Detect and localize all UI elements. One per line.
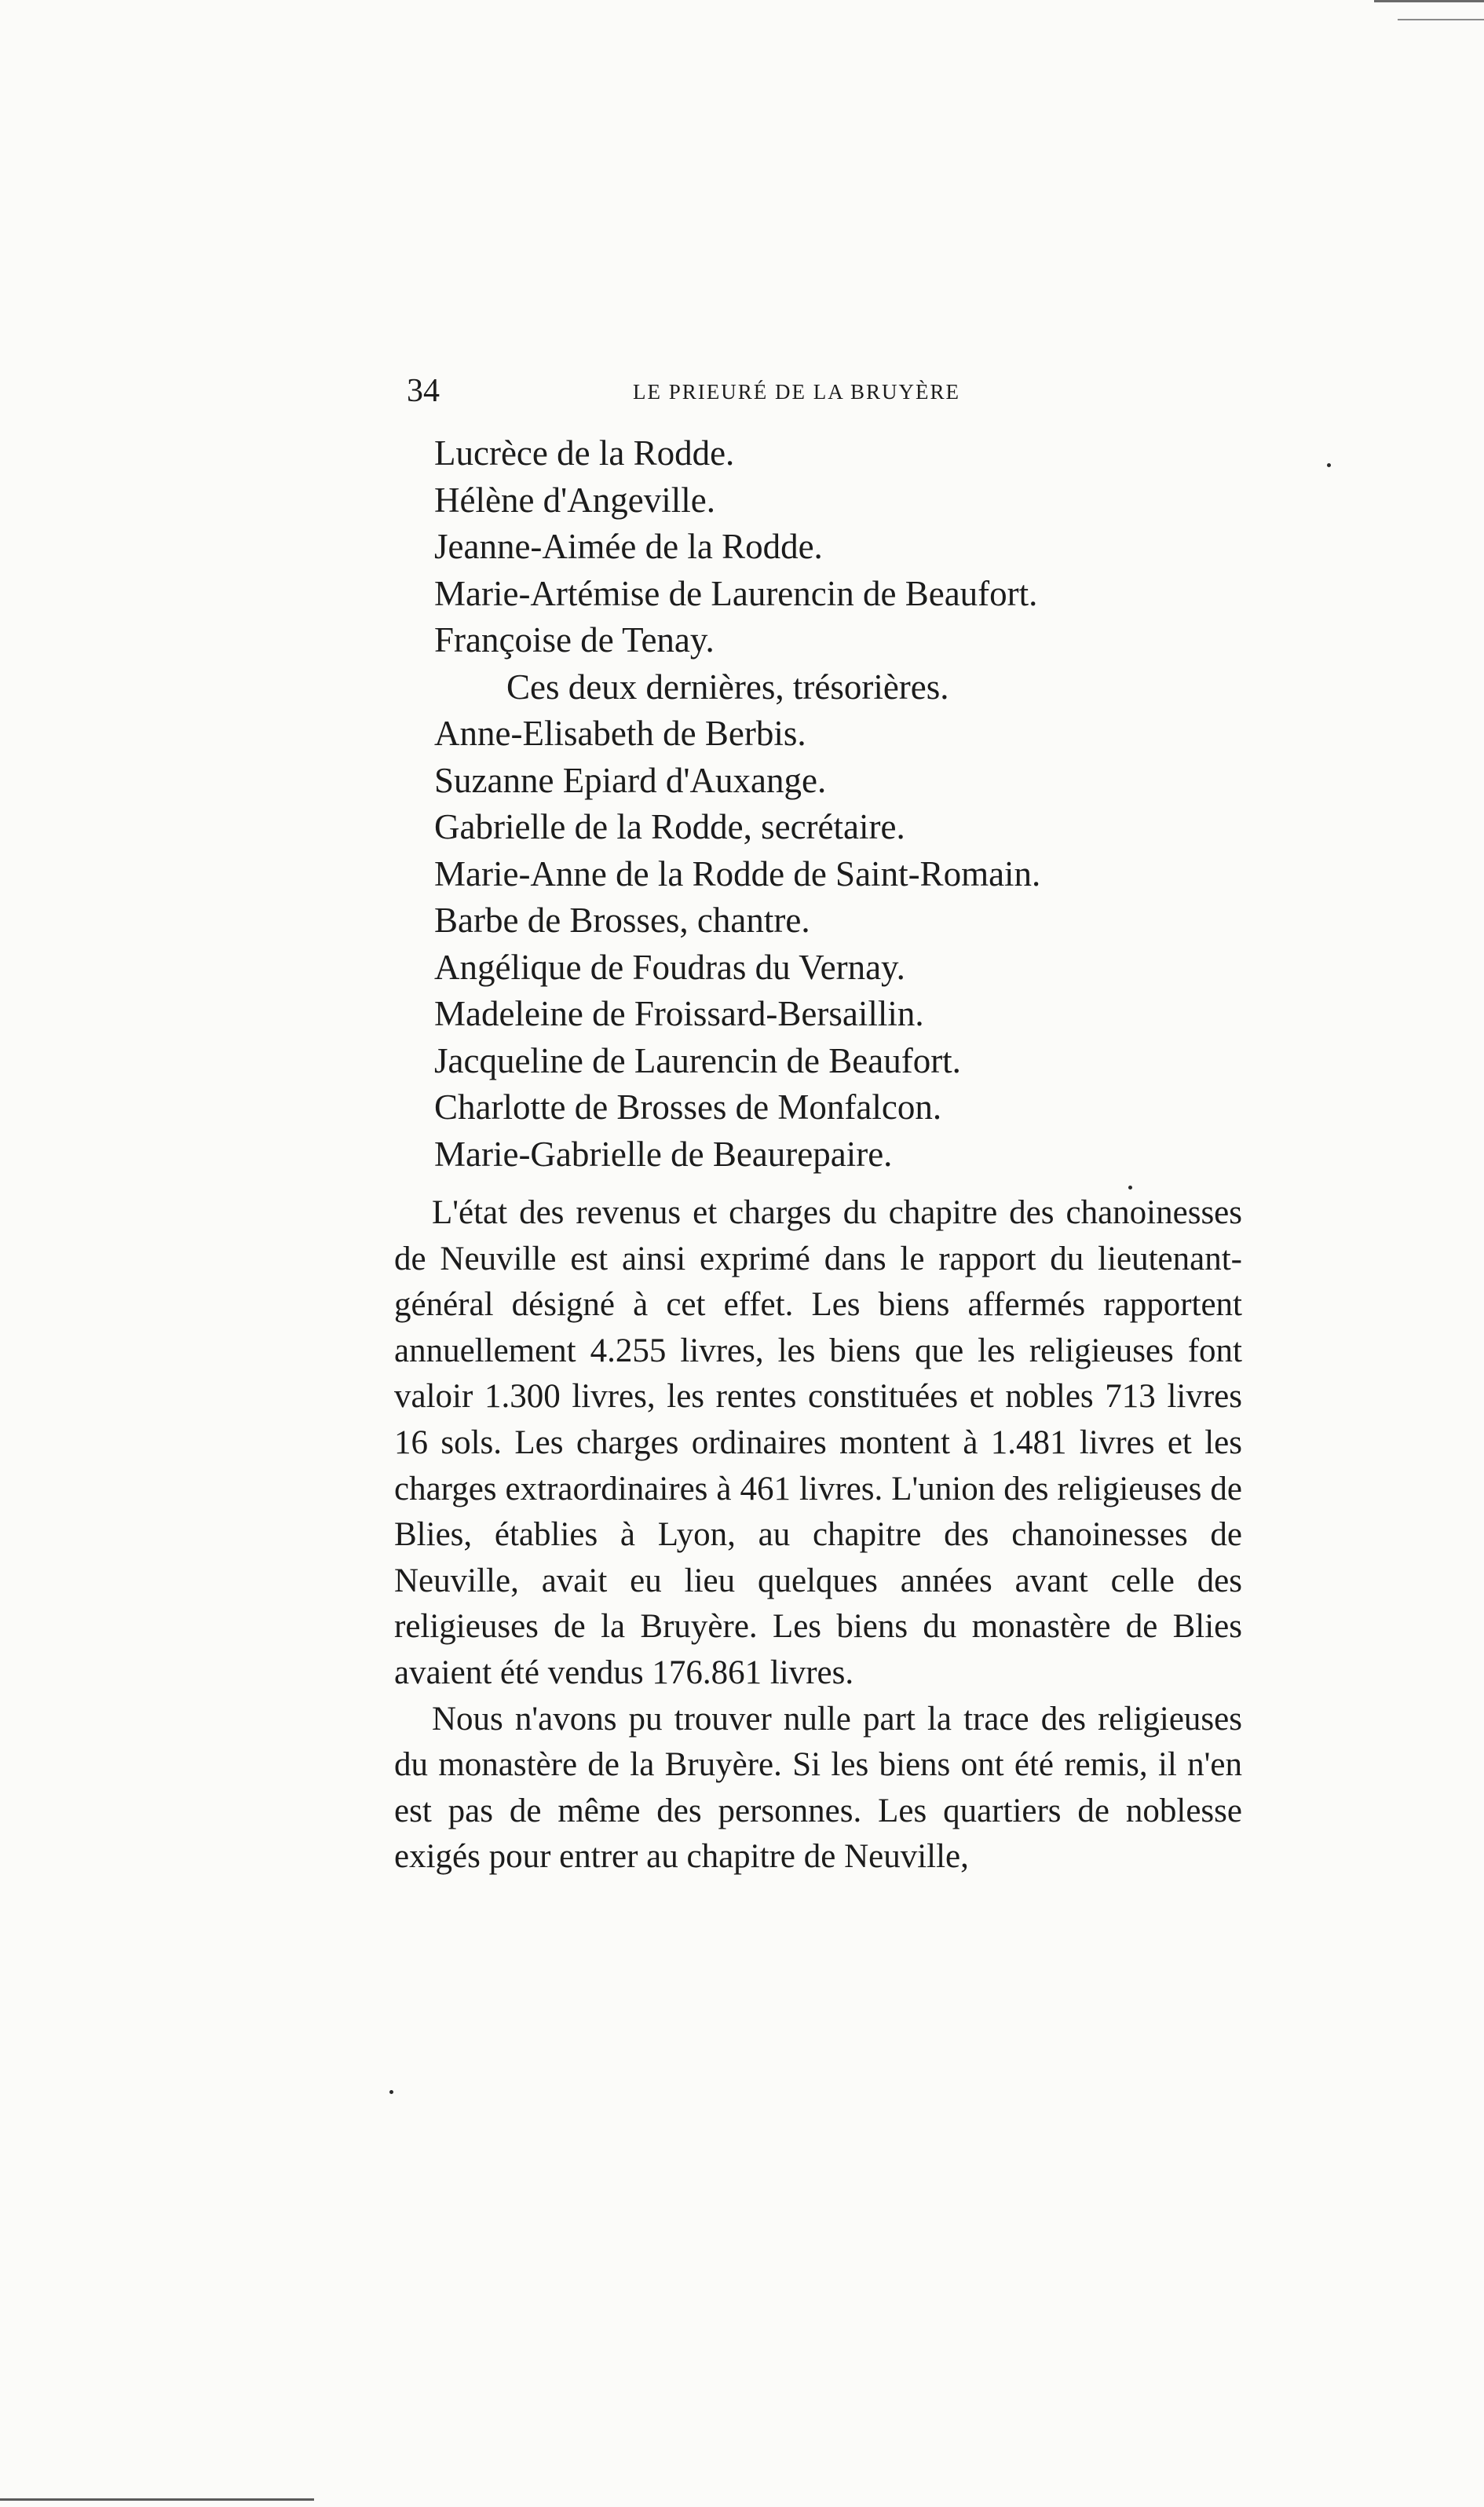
list-item: Jeanne-Aimée de la Rodde.: [434, 527, 823, 566]
list-item: Jacqueline de Laurencin de Beaufort.: [434, 1040, 961, 1080]
list-note: Ces deux dernières, trésorières.: [506, 667, 949, 707]
top-edge-rule-secondary: [1398, 19, 1484, 20]
bottom-edge-rule: [0, 2498, 314, 2501]
list-item: Marie-Anne de la Rodde de Saint-Romain.: [434, 853, 1041, 894]
page-header: [407, 367, 1027, 415]
paragraph-trace: Nous n'avons pu trouver nulle part la trace des religieuses du monastère de la Bruyère. Si les biens ont été remis, il n'en est pas de même des personnes. Les quartiers de noblesse exigés pour entrer au chapitre de Neuville,: [394, 1700, 1242, 1876]
list-item: Françoise de Tenay.: [434, 620, 715, 660]
list-item: Hélène d'Angeville.: [434, 480, 715, 520]
list-item: Marie-Gabrielle de Beaurepaire.: [434, 1134, 893, 1174]
list-item: Charlotte de Brosses de Monfalcon.: [434, 1087, 942, 1127]
top-edge-rule: [1374, 0, 1484, 2]
list-item: Lucrèce de la Rodde.: [434, 433, 735, 473]
list-item: Anne-Elisabeth de Berbis.: [434, 714, 806, 753]
print-speck: [1327, 463, 1331, 467]
list-item: Angélique de Foudras du Vernay.: [434, 947, 905, 987]
print-speck: [1128, 1186, 1132, 1190]
running-title: LE PRIEURÉ DE LA BRUYÈRE: [633, 380, 960, 404]
list-item: Gabrielle de la Rodde, secrétaire.: [434, 807, 905, 846]
list-item: Suzanne Epiard d'Auxange.: [434, 760, 827, 800]
canoness-list: [434, 430, 1298, 1178]
list-item: Barbe de Brosses, chantre.: [434, 901, 810, 940]
list-item: Marie-Artémise de Laurencin de Beaufort.: [434, 573, 1038, 613]
body-text: [394, 1190, 1242, 1880]
page-number: 34: [407, 373, 440, 409]
paragraph-revenues: L'état des revenus et charges du chapitre des chanoinesses de Neuville est ainsi exprimé dans le rapport du lieutenant-général désigné à cet effet. Les biens affermés rapportent annuellement 4.255 livres, les biens que les religieuses font valoir 1.300 livres, les rentes constituées et nobles 713 livres 16 sols. Les charges ordinaires montent à 1.481 livres et les charges extraordinaires à 461 livres. L'union des religieuses de Blies, établies à Lyon, au chapitre des chanoinesses de Neuville, avait eu lieu quelques années avant celle des religieuses de la Bruyère. Les biens du monastère de Blies avaient été vendus 176.861 livres.: [394, 1194, 1242, 1691]
list-item: Madeleine de Froissard-Bersaillin.: [434, 994, 924, 1033]
print-speck: [389, 2090, 393, 2094]
